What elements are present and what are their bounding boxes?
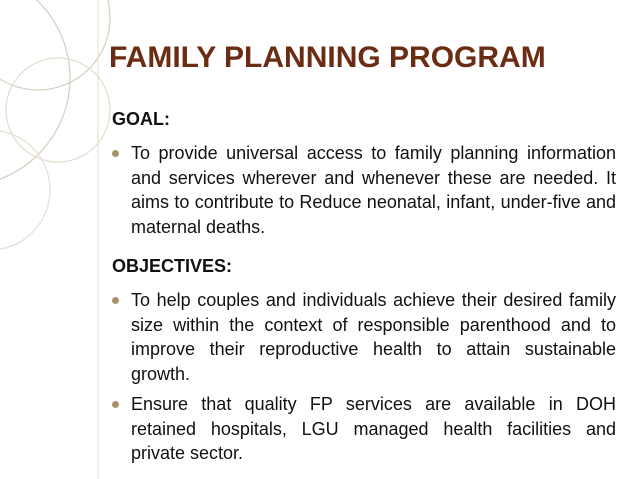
objective-item	[112, 392, 616, 466]
goal-heading: GOAL:	[112, 109, 170, 129]
goal-list	[112, 141, 616, 239]
objectives-heading: OBJECTIVES:	[112, 256, 233, 276]
bullet-dot-icon	[112, 401, 119, 408]
slide-content	[112, 102, 616, 466]
goal-item	[112, 141, 616, 239]
objective-item-text: To help couples and individuals achieve their desired family size within the context of responsible parenthood and to improve their reproductive health to attain sustainable growth.	[131, 290, 616, 384]
objective-item-text: Ensure that quality FP services are available in DOH retained hospitals, LGU managed health facilities and private sector.	[131, 394, 616, 463]
bullet-dot-icon	[112, 150, 119, 157]
slide-title: FAMILY PLANNING PROGRAM	[109, 41, 546, 74]
goal-item-text: To provide universal access to family planning information and services wherever and whenever these are needed. It aims to contribute to Reduce neonatal, infant, under-five and maternal deaths.	[131, 143, 616, 237]
objective-item	[112, 288, 616, 386]
objectives-list	[112, 288, 616, 466]
bullet-dot-icon	[112, 297, 119, 304]
